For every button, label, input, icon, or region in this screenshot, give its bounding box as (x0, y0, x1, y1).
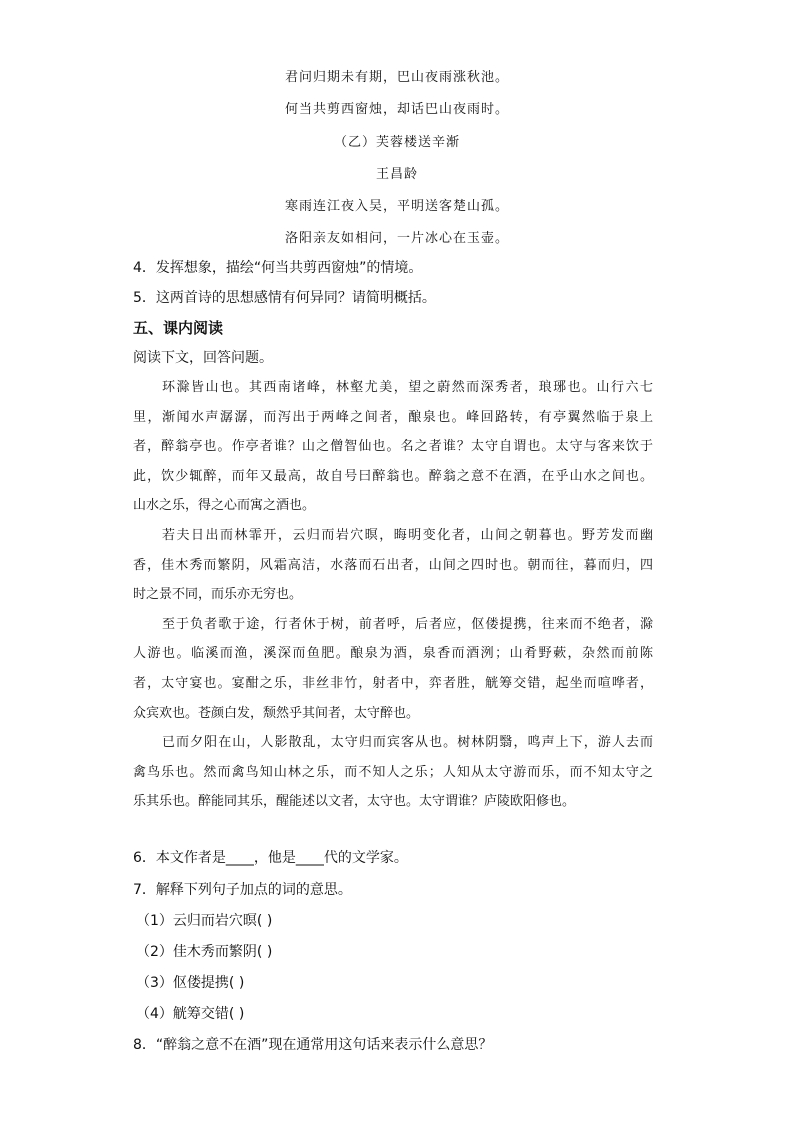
question-7-item: （2）佳木秀而繁阴( ) (136, 944, 273, 960)
question-6: 6．本文作者是____，他是____代的文学家。 (133, 850, 408, 866)
reading-instruction: 阅读下文，回答问题。 (133, 350, 273, 366)
question-7: 7．解释下列句子加点的词的意思。 (133, 882, 352, 898)
passage-line: 众宾欢也。苍颜白发，颓然乎其间者，太守醉也。 (133, 705, 420, 721)
question-8: 8．“醉翁之意不在酒”现在通常用这句话来表示什么意思？ (133, 1037, 493, 1053)
poem-title: （乙）芙蓉楼送辛渐 (333, 135, 460, 150)
passage-line: 已而夕阳在山，人影散乱，太守归而宾客从也。树林阴翳，鸣声上下，游人去而 (162, 735, 653, 751)
passage-line: 者，醉翁亭也。作亭者谁？山之僧智仙也。名之者谁？太守自谓也。太守与客来饮于 (133, 439, 653, 455)
question-5: 5．这两首诗的思想感情有何异同？请简明概括。 (133, 290, 436, 306)
poem-line: 洛阳亲友如相问，一片冰心在玉壶。 (284, 231, 509, 246)
question-4: 4．发挥想象，描绘“何当共剪西窗烛”的情境。 (133, 260, 423, 276)
poem-line: 何当共剪西窗烛，却话巴山夜雨时。 (284, 102, 509, 117)
passage-line: 时之景不同，而乐亦无穷也。 (133, 587, 303, 603)
passage (133, 373, 653, 817)
question-7-item: （4）觥筹交错( ) (136, 1006, 245, 1022)
passage-line: 禽鸟乐也。然而禽鸟知山林之乐，而不知人之乐；人知从太守游而乐，而不知太守之 (133, 764, 653, 780)
passage-line: 香，佳木秀而繁阴，风霜高洁，水落而石出者，山间之四时也。朝而往，暮而归，四 (133, 557, 653, 573)
passage-line: 此，饮少辄醉，而年又最高，故自号曰醉翁也。醉翁之意不在酒，在乎山水之间也。 (133, 468, 653, 484)
passage-line: 者，太守宴也。宴酣之乐，非丝非竹，射者中，弈者胜，觥筹交错，起坐而喧哗者， (133, 675, 653, 691)
passage-line: 乐其乐也。醉能同其乐，醒能述以文者，太守也。太守谓谁？庐陵欧阳修也。 (133, 794, 576, 810)
passage-line: 里，渐闻水声潺潺，而泻出于两峰之间者，酿泉也。峰回路转，有亭翼然临于泉上 (133, 409, 653, 425)
section-heading: 五、课内阅读 (133, 319, 224, 337)
poem-line: 寒雨连江夜入吴，平明送客楚山孤。 (284, 199, 509, 214)
passage-line: 人游也。临溪而渔，溪深而鱼肥。酿泉为酒，泉香而酒洌；山肴野蔌，杂然而前陈 (133, 646, 653, 662)
passage-line: 若夫日出而林霏开，云归而岩穴暝，晦明变化者，山间之朝暮也。野芳发而幽 (162, 527, 653, 543)
poem-line: 君问归期未有期，巴山夜雨涨秋池。 (284, 70, 509, 85)
passage-line: 山水之乐，得之心而寓之酒也。 (133, 498, 316, 514)
question-7-item: （3）伛偻提携( ) (136, 975, 245, 991)
poem-author: 王昌龄 (375, 167, 418, 182)
question-7-item: （1）云归而岩穴暝( ) (136, 913, 273, 929)
passage-line: 环滁皆山也。其西南诸峰，林壑尤美，望之蔚然而深秀者，琅琊也。山行六七 (162, 380, 653, 395)
passage-line: 至于负者歌于途，行者休于树，前者呼，后者应，伛偻提携，往来而不绝者，滁 (162, 616, 653, 632)
